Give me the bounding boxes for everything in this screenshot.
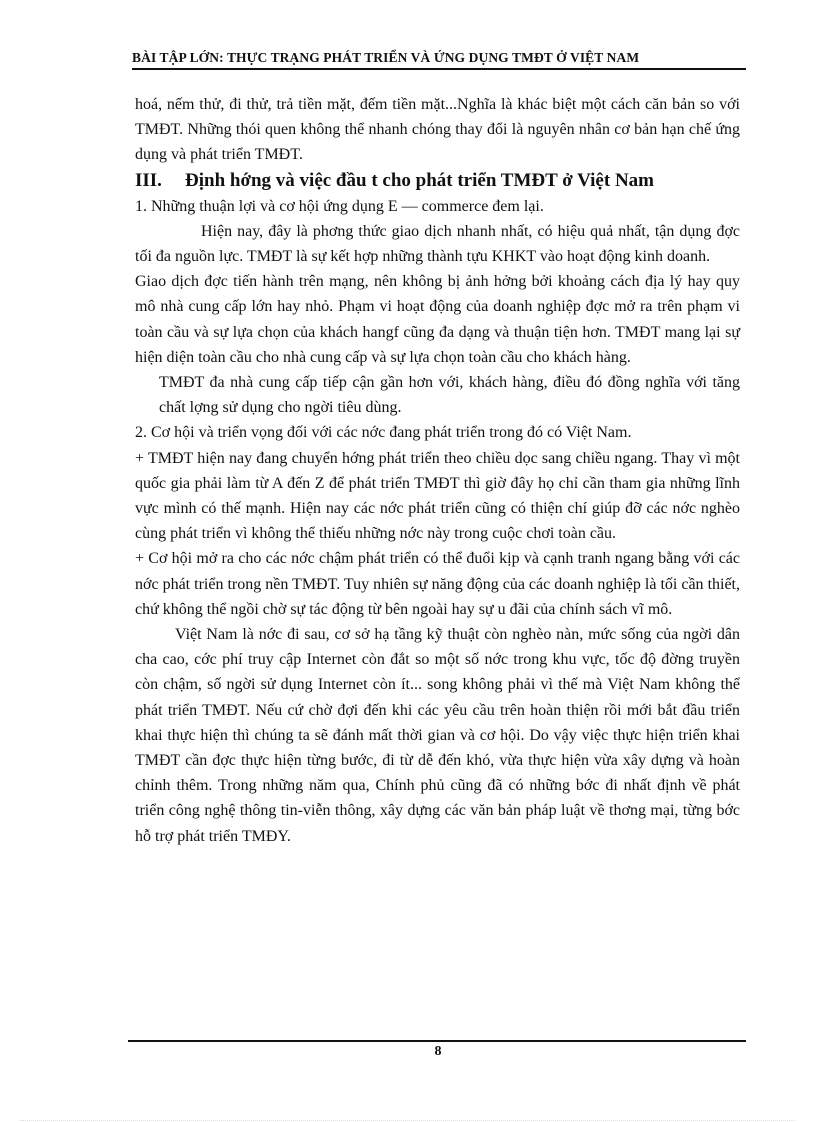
footer-rule — [128, 1040, 746, 1042]
paragraph-6: Việt Nam là nớc đi sau, cơ sở hạ tầng kỹ thuật còn nghèo nàn, mức sống của ngời dân cha cao, cớc phí truy cập Internet còn đắt so một số nớc trong khu vực, tốc độ đờng truyền còn chậm, số ngời sử dụng Internet còn ít... song không phải vì thế mà Việt Nam không thể phát triển TMĐT. Nếu cứ chờ đợi đến khi các yêu cầu trên hoàn thiện rồi mới bắt đầu triển khai thực hiện thì chúng ta sẽ đánh mất thời gian và cơ hội. Do vậy việc thực hiện triển khai TMĐT cần đợc thực hiện từng bước, đi từ dễ đến khó, vừa thực hiện vừa xây dựng và hoàn chỉnh thêm. Trong những năm qua, Chính phủ cũng đã có những bớc đi nhất định về phát triển công nghệ thông tin-viễn thông, xây dựng các văn bản pháp luật về thơng mại, từng bớc hỗ trợ phát triển TMĐY. — [135, 626, 740, 845]
page-number: 8 — [434, 1044, 442, 1059]
subheading-1: 1. Những thuận lợi và cơ hội ứng dụng E — commerce đem lại. — [135, 197, 544, 215]
running-header: BÀI TẬP LỚN: THỰC TRẠNG PHÁT TRIỂN VÀ ỨNG DỤNG TMĐT Ở VIỆT NAM — [132, 50, 746, 70]
paragraph-3: TMĐT đa nhà cung cấp tiếp cận gần hơn với, khách hàng, điều đó đồng nghĩa với tăng chất lợng sử dụng cho ngời tiêu dùng. — [159, 374, 740, 417]
document-body — [135, 92, 740, 849]
paragraph-1: Hiện nay, đây là phơng thức giao dịch nhanh nhất, có hiệu quả nhất, tận dụng đợc tối đa nguồn lực. TMĐT là sự kết hợp những thành tựu KHKT vào hoạt động kinh doanh. — [135, 222, 740, 266]
section-heading — [135, 168, 740, 194]
subheading-2: 2. Cơ hội và triển vọng đối với các nớc đang phát triển trong đó có Việt Nam. — [135, 424, 632, 442]
paragraph-5: + Cơ hội mở ra cho các nớc chậm phát triển có thể đuổi kịp và cạnh tranh ngang bằng với các nớc phát triển trong nền TMĐT. Tuy nhiên sự năng động của các doanh nghiệp là tối cần thiết, chứ không thể ngồi chờ sự tác động từ bên ngoài hay sự u đãi của chính sách vĩ mô. — [135, 550, 740, 618]
page-bottom-edge — [20, 1120, 796, 1121]
paragraph-2: Giao dịch đợc tiến hành trên mạng, nên không bị ảnh hởng bởi khoảng cách địa lý hay quy mô nhà cung cấp lớn hay nhỏ. Phạm vi hoạt động của doanh nghiệp đợc mở ra trên phạm vi toàn cầu và sự lựa chọn của khách hangf cũng đa dạng và thuận tiện hơn. TMĐT mang lại sự hiện diện toàn cầu cho nhà cung cấp và sự lựa chọn toàn cầu cho khách hàng. — [135, 273, 740, 366]
paragraph-4: + TMĐT hiện nay đang chuyển hớng phát triển theo chiều dọc sang chiều ngang. Thay vì một quốc gia phải làm từ A đến Z để phát triển TMĐT thì giờ đây họ chỉ cần tham gia những lĩnh vực mình có thế mạnh. Hiện nay các nớc phát triển cũng có thiện chí giúp đỡ các nớc nghèo cùng phát triển vì không thể thiếu những nớc này trong cuộc chơi toàn cầu. — [135, 449, 740, 543]
section-title: Định hớng và việc đầu t cho phát triển TMĐT ở Việt Nam — [185, 169, 654, 191]
section-number: III. — [135, 169, 162, 191]
intro-paragraph: hoá, nếm thử, đi thử, trả tiền mặt, đếm tiền mặt...Nghĩa là khác biệt một cách căn bản so với TMĐT. Những thói quen không thể nhanh chóng thay đổi là nguyên nhân cơ bản hạn chế ứng dụng và phát triển TMĐT. — [135, 96, 740, 164]
